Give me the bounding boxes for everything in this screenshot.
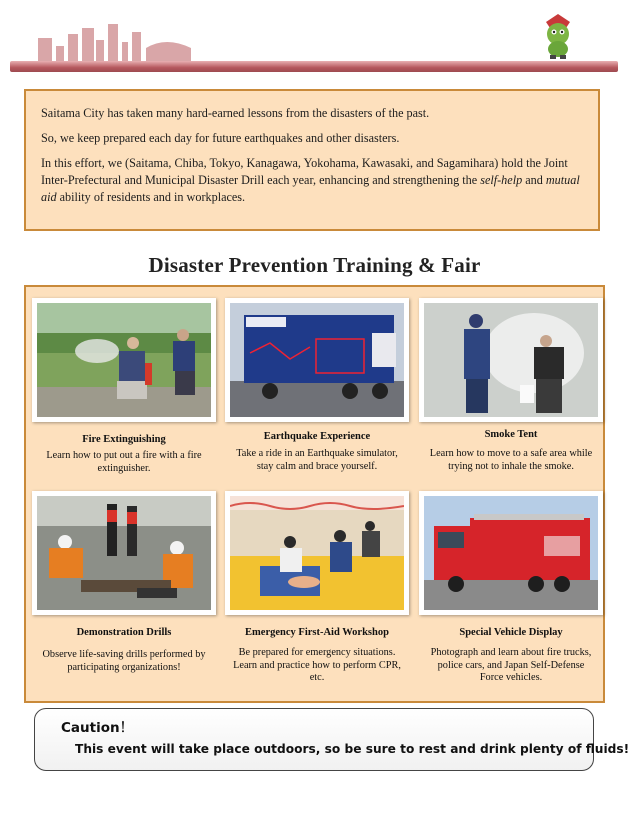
caution-text: This event will take place outdoors, so be sure to rest and drink plenty of fluids!: [75, 742, 629, 756]
photo-special-vehicle-display: [419, 491, 603, 615]
header-divider: [10, 61, 618, 72]
intro-emphasis-self-help: self-help: [480, 173, 523, 187]
mascot-icon: [538, 12, 578, 60]
fair-title: Disaster Prevention Training & Fair: [148, 253, 481, 277]
intro-paragraph-3: [41, 155, 583, 206]
intro-text: In this effort, we (Saitama, Chiba, Tokyo, Kanagawa, Yokohama, Kawasaki, and Sagamihara) hold the Joint Inter-Prefectural and Municipal Disaster Drill each year, enhancing and strengthening the: [41, 156, 568, 187]
photo-demonstration-drills: [32, 491, 216, 615]
caution-box: [34, 708, 629, 771]
card-description: Observe life-saving drills performed by participating organizations!: [42, 649, 206, 673]
card-description: Photograph and learn about fire trucks, police cars, and Japan Self-Defense Force vehicles.: [430, 647, 592, 683]
smoke-tent-photo-icon: [424, 303, 598, 417]
caution-title: Caution！: [61, 720, 134, 736]
intro-paragraph-1: Saitama City has taken many hard-earned lessons from the disasters of the past.: [41, 106, 430, 120]
fire-truck-photo-icon: [424, 496, 598, 610]
card-title: Special Vehicle Display: [459, 627, 563, 638]
card-description: Learn how to move to a safe area while trying not to inhale the smoke.: [429, 448, 593, 472]
photo-fire-extinguishing: [32, 298, 216, 422]
intro-text: and: [522, 173, 546, 187]
intro-box: [24, 89, 600, 231]
rescue-drill-photo-icon: [37, 496, 211, 610]
photo-first-aid-workshop: [225, 491, 409, 615]
fire-extinguisher-photo-icon: [37, 303, 211, 417]
page-header: [0, 0, 629, 80]
card-title: Demonstration Drills: [76, 627, 172, 638]
card-description: Take a ride in an Earthquake simulator, stay calm and brace yourself.: [236, 448, 398, 472]
card-title: Fire Extinguishing: [82, 434, 166, 445]
card-title: Emergency First-Aid Workshop: [245, 627, 389, 638]
cpr-workshop-photo-icon: [230, 496, 404, 610]
photo-earthquake-experience: [225, 298, 409, 422]
intro-emphasis-mutual-aid: mutual aid: [41, 173, 580, 204]
earthquake-truck-photo-icon: [230, 303, 404, 417]
card-description: Be prepared for emergency situations. Learn and practice how to perform CPR, etc.: [233, 647, 401, 683]
city-skyline-icon: [36, 20, 196, 62]
card-title: Earthquake Experience: [263, 431, 371, 442]
fair-box: [24, 285, 605, 703]
card-title: Smoke Tent: [484, 429, 538, 440]
photo-smoke-tent: [419, 298, 603, 422]
intro-paragraph-2: So, we keep prepared each day for future earthquakes and other disasters.: [41, 131, 400, 145]
card-description: Learn how to put out a fire with a fire extinguisher.: [46, 450, 202, 474]
intro-text: ability of residents and in workplaces.: [56, 190, 246, 204]
